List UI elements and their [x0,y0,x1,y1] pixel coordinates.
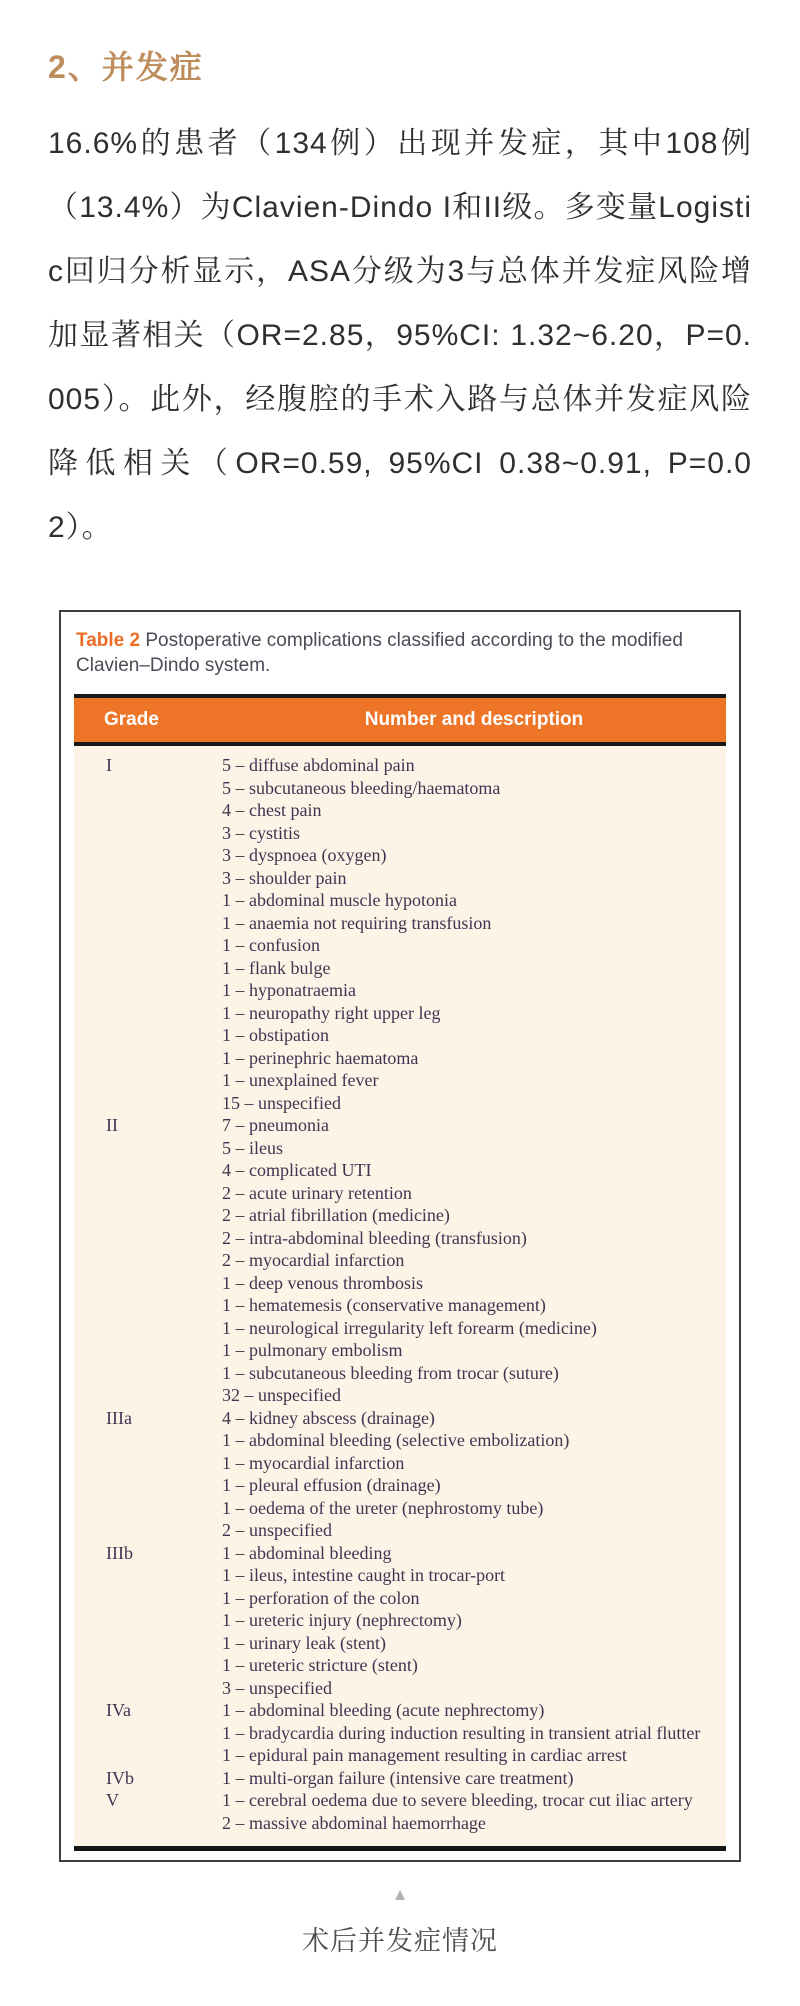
figure-footer [0,1886,800,1958]
complication-item: 1 – urinary leak (stent) [222,1632,386,1653]
figure-caption-cn: 术后并发症情况 [302,1926,498,1956]
complication-item: 2 – atrial fibrillation (medicine) [222,1205,450,1225]
complication-item: 1 – pulmonary embolism [222,1340,403,1360]
complication-item: 1 – unexplained fever [222,1070,379,1090]
complication-item: 1 – confusion [222,935,320,955]
table-bottom-rule [74,1846,726,1851]
complication-item: 1 – hematemesis (conservative management) [222,1295,546,1315]
complication-item: 1 – bradycardia during induction resulting in transient atrial flutter [222,1722,701,1743]
complication-item: 1 – oedema of the ureter (nephrostomy tube) [222,1497,544,1518]
grade-cell: IVb [106,1767,134,1788]
figure-caption-label: Table 2 [76,630,141,651]
collapse-arrow-icon[interactable]: ▲ [391,1885,409,1904]
complication-item: 1 – ureteric stricture (stent) [222,1655,418,1675]
complication-item: 1 – perforation of the colon [222,1587,420,1608]
complication-item: 1 – pleural effusion (drainage) [222,1475,441,1495]
description-cell [222,1114,726,1407]
complication-item: 3 – unspecified [222,1677,332,1698]
complication-item: 3 – dyspnoea (oxygen) [222,845,387,865]
complication-item: 5 – diffuse abdominal pain [222,755,415,775]
complication-item: 1 – flank bulge [222,957,331,978]
complication-item: 15 – unspecified [222,1092,341,1113]
description-cell [222,1407,726,1542]
grade-cell: V [106,1790,119,1810]
figure-caption [76,628,724,678]
table-header-description: Number and description [364,709,584,730]
table-figure [59,610,741,1862]
complication-item: 2 – intra-abdominal bleeding (transfusion) [222,1227,527,1248]
complication-item: 1 – abdominal muscle hypotonia [222,890,457,910]
description-cell [222,1767,726,1790]
table-row [74,754,726,1114]
section-heading: 2、并发症 [48,49,204,85]
complication-item: 5 – ileus [222,1137,283,1158]
grade-cell: IIIa [106,1407,132,1428]
complication-item: 3 – cystitis [222,822,301,843]
complication-item: 1 – cerebral oedema due to severe bleeding, trocar cut iliac artery [222,1790,693,1810]
complication-item: 1 – abdominal bleeding [222,1542,392,1563]
table-header-grade: Grade [104,709,159,730]
description-cell [222,1699,726,1767]
complication-item: 1 – obstipation [222,1025,329,1045]
table-rows [74,746,726,1846]
table-row [74,1767,726,1790]
complication-item: 4 – kidney abscess (drainage) [222,1407,435,1428]
complication-item: 4 – complicated UTI [222,1160,372,1180]
complication-item: 1 – deep venous thrombosis [222,1272,423,1293]
grade-cell: II [106,1115,118,1135]
complication-item: 1 – ureteric injury (nephrectomy) [222,1610,462,1630]
table-row [74,1542,726,1700]
description-cell [222,1789,726,1834]
complication-item: 1 – neuropathy right upper leg [222,1002,441,1023]
complication-item: 4 – chest pain [222,800,322,820]
complication-item: 7 – pneumonia [222,1115,329,1135]
table-row [74,1699,726,1767]
complication-item: 5 – subcutaneous bleeding/haematoma [222,777,501,798]
complication-item: 1 – myocardial infarction [222,1452,405,1473]
complication-item: 3 – shoulder pain [222,867,347,888]
grade-cell: I [106,755,112,775]
complication-item: 1 – epidural pain management resulting in cardiac arrest [222,1745,627,1765]
table-row [74,1114,726,1407]
grade-cell: IVa [106,1700,131,1720]
complication-item: 1 – perinephric haematoma [222,1047,419,1068]
complication-item: 1 – multi-organ failure (intensive care treatment) [222,1767,574,1788]
complication-item: 2 – unspecified [222,1520,332,1540]
complication-item: 1 – hyponatraemia [222,980,356,1000]
article-page [0,42,800,1958]
description-cell [222,1542,726,1700]
complication-item: 2 – myocardial infarction [222,1250,405,1270]
complication-item: 1 – subcutaneous bleeding from trocar (suture) [222,1362,559,1383]
table-header-row [74,694,726,746]
grade-cell: IIIb [106,1542,133,1563]
table-row [74,1789,726,1834]
complication-item: 32 – unspecified [222,1385,341,1405]
complication-item: 1 – neurological irregularity left forearm (medicine) [222,1317,597,1338]
description-cell [222,754,726,1114]
body-paragraph: 16.6%的患者（134例）出现并发症，其中108例（13.4%）为Clavien-Dindo I和II级。多变量Logistic回归分析显示，ASA分级为3与总体并发症风险增加显著相关（OR=2.85，95%CI: 1.32~6.20，P=0.005）。此外，经腹腔的手术入路与总体并发症风险降低相关（OR=0.59, 95%CI 0.38~0.91, P=0.02）。 [48,127,752,544]
complication-item: 2 – massive abdominal haemorrhage [222,1812,486,1833]
complication-item: 1 – abdominal bleeding (selective embolization) [222,1430,570,1450]
complication-item: 1 – abdominal bleeding (acute nephrectomy) [222,1700,545,1720]
table-row [74,1407,726,1542]
complication-item: 1 – ileus, intestine caught in trocar-port [222,1565,506,1585]
figure-caption-text: Postoperative complications classified according to the modified Clavien–Dindo system. [76,630,683,676]
complication-item: 1 – anaemia not requiring transfusion [222,912,492,933]
complication-item: 2 – acute urinary retention [222,1182,412,1203]
